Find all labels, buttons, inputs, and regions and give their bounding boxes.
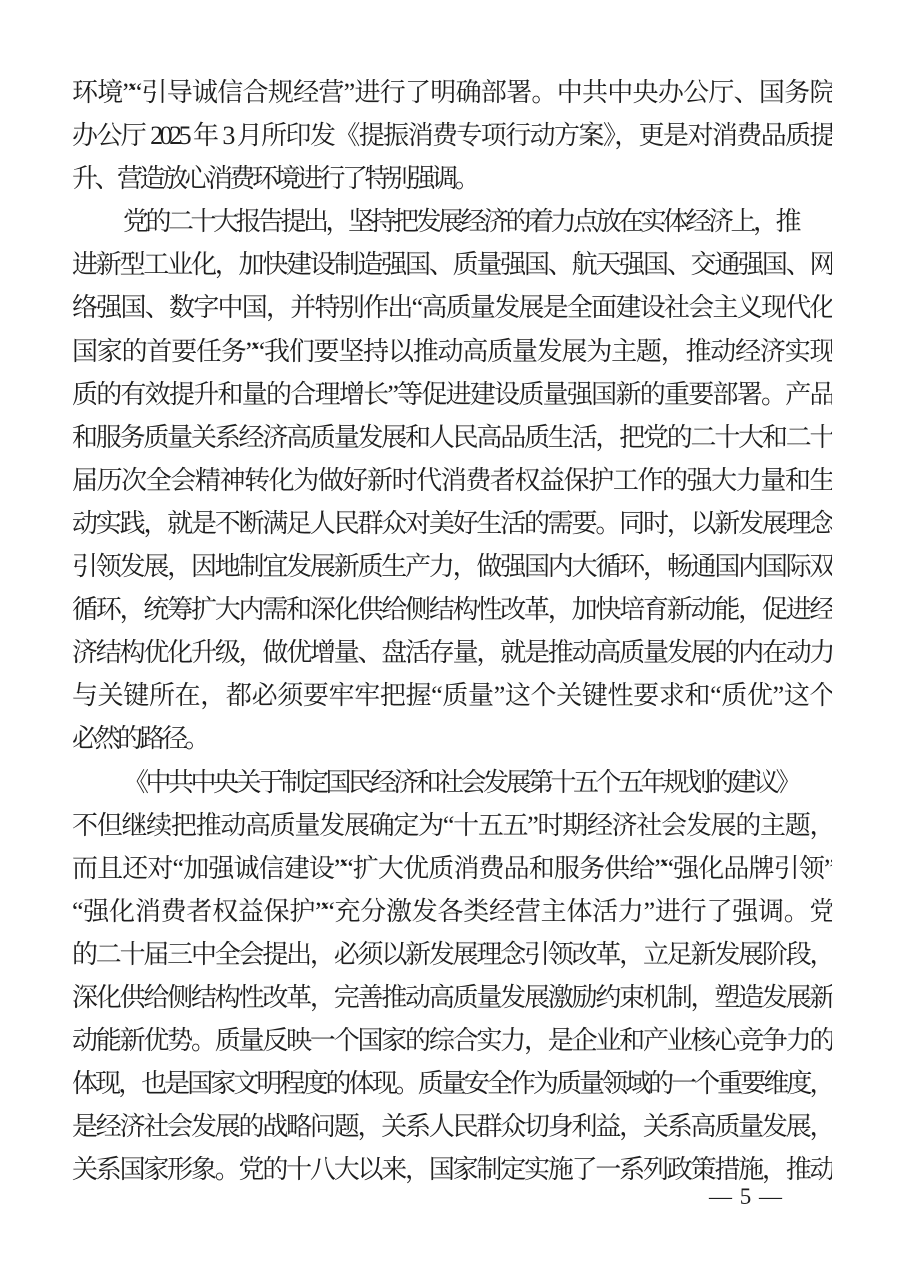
document-line: 必然的路径。: [72, 724, 208, 754]
paragraph: [72, 200, 832, 760]
document-line: 办公厅 2025 年 3 月所印发《提振消费专项行动方案》，更是对消费品质提: [72, 121, 832, 151]
document-line: “强化消费者权益保护”“充分激发各类经营主体活力”进行了强调。党: [72, 896, 832, 926]
document-line: 质的有效提升和量的合理增长”等促进建设质量强国新的重要部署。产品: [72, 379, 832, 409]
paragraph: [72, 761, 832, 1192]
document-line: 循环，统筹扩大内需和深化供给侧结构性改革，加快培育新动能，促进经: [72, 595, 832, 625]
document-line: 届历次全会精神转化为做好新时代消费者权益保护工作的强大力量和生: [72, 465, 832, 495]
document-line: 与关键所在，都必须要牢牢把握“质量”这个关键性要求和“质优”这个: [72, 681, 832, 711]
document-line: 引领发展，因地制宜发展新质生产力，做强国内大循环，畅通国内国际双: [72, 552, 832, 582]
document-line: 环境”“引导诚信合规经营”进行了明确部署。中共中央办公厅、国务院: [72, 78, 832, 107]
document-line: 络强国、数字中国，并特别作出“高质量发展是全面建设社会主义现代化: [72, 293, 832, 323]
document-line: 深化供给侧结构性改革，完善推动高质量发展激励约束机制，塑造发展新: [72, 982, 832, 1012]
document-line: 党的二十大报告提出，坚持把发展经济的着力点放在实体经济上，推: [123, 207, 799, 237]
document-line: 进新型工业化，加快建设制造强国、质量强国、航天强国、交通强国、网: [72, 250, 832, 280]
document-line: 《中共中央关于制定国民经济和社会发展第十五个五年规划的建议》: [123, 767, 799, 797]
document-line: 的二十届三中全会提出，必须以新发展理念引领改革，立足新发展阶段，: [72, 939, 832, 969]
document-line: 不但继续把推动高质量发展确定为“十五五”时期经济社会发展的主题，: [72, 810, 832, 840]
document-line: 关系国家形象。党的十八大以来，国家制定实施了一系列政策措施，推动: [72, 1155, 832, 1185]
page-number: — 5 —: [709, 1184, 783, 1209]
document-line: 是经济社会发展的战略问题，关系人民群众切身利益，关系高质量发展，: [72, 1112, 832, 1142]
document-line: 体现，也是国家文明程度的体现。质量安全作为质量领域的一个重要维度，: [72, 1069, 832, 1099]
paragraph: [72, 71, 832, 200]
document-body: [72, 71, 832, 1191]
page-footer: [0, 1181, 900, 1221]
document-line: 动实践，就是不断满足人民群众对美好生活的需要。同时，以新发展理念: [72, 508, 832, 538]
document-line: 而且还对“加强诚信建设”“扩大优质消费品和服务供给”“强化品牌引领”: [72, 853, 832, 883]
document-line: 国家的首要任务”“我们要坚持以推动高质量发展为主题，推动经济实现: [72, 336, 832, 366]
document-line: 动能新优势。质量反映一个国家的综合实力，是企业和产业核心竞争力的: [72, 1026, 832, 1056]
document-line: 济结构优化升级，做优增量、盘活存量，就是推动高质量发展的内在动力: [72, 638, 832, 668]
document-line: 和服务质量关系经济高质量发展和人民高品质生活，把党的二十大和二十: [72, 422, 832, 452]
document-line: 升、营造放心消费环境进行了特别强调。: [72, 164, 478, 194]
